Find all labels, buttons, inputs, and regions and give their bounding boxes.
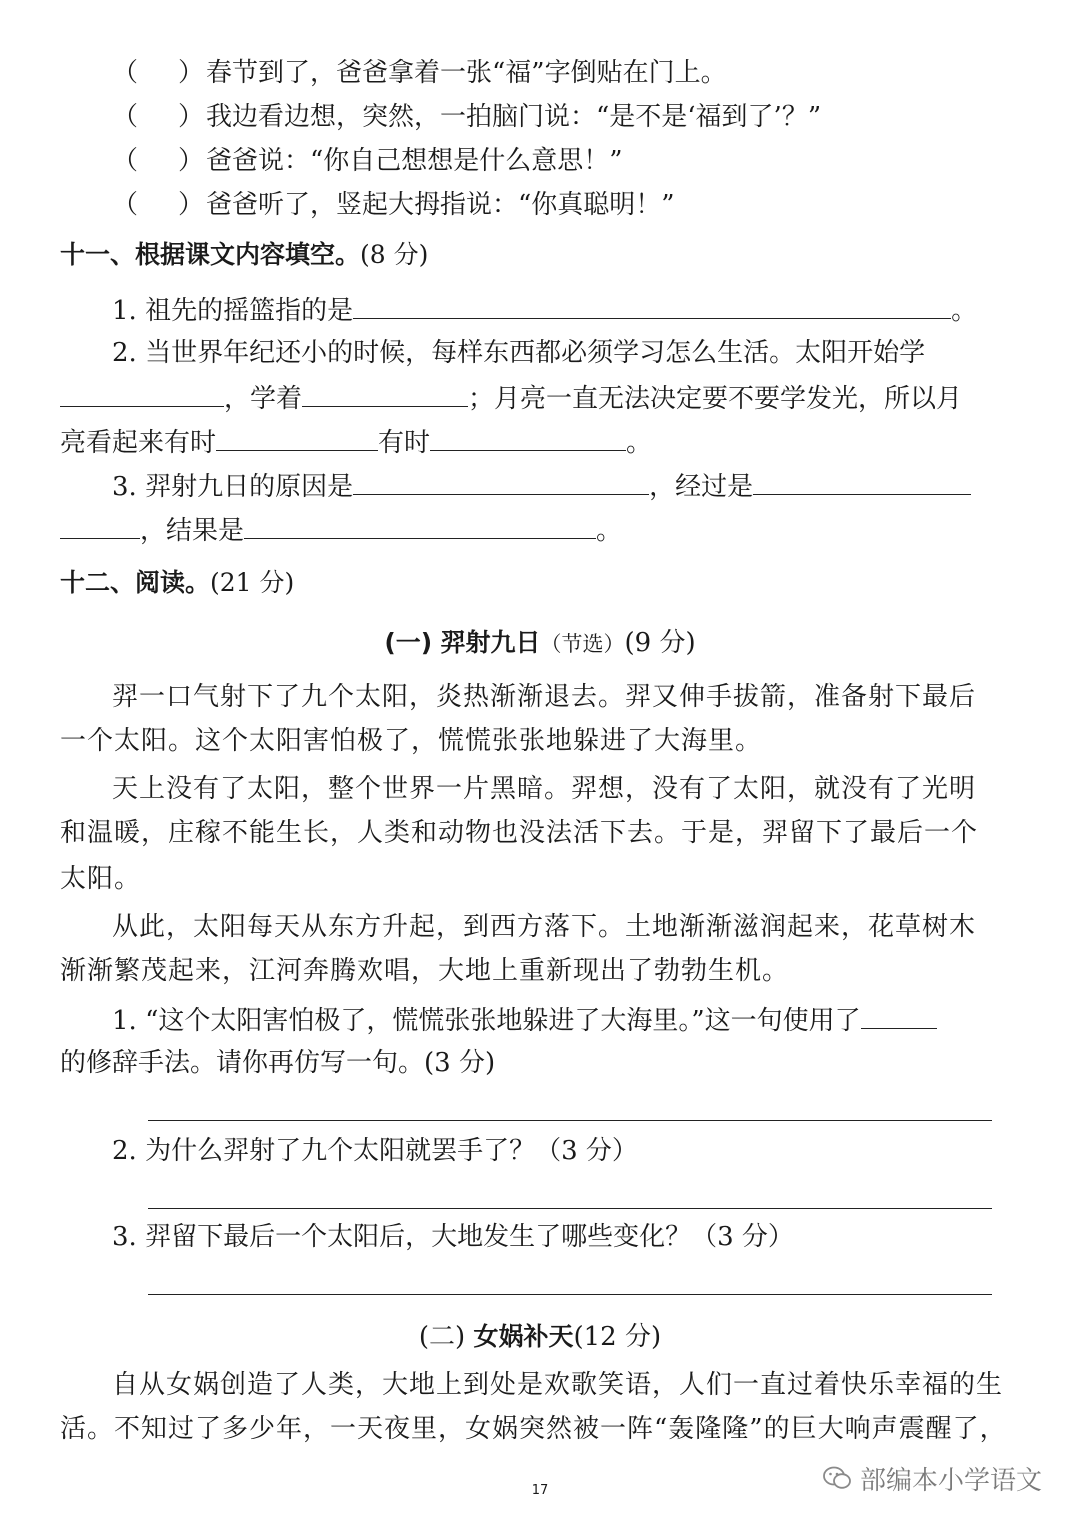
section-12-score: (21 分) <box>210 568 295 597</box>
page-number: 17 <box>531 1483 549 1498</box>
paren-close: ） <box>178 190 205 220</box>
s11-q2-line2-b: ；月亮一直无法决定要不要学发光，所以月 <box>468 384 963 414</box>
section-12-heading: 十二、阅读。 <box>60 568 211 597</box>
order-item-text: 爸爸听了，竖起大拇指说：“你真聪明！” <box>206 190 675 220</box>
passage-1-line: 和温暖，庄稼不能生长，人类和动物也没法活下去。于是，羿留下了最后一个 <box>60 818 979 848</box>
s11-q3-line2-a: ，结果是 <box>140 516 245 546</box>
p1-question-2: 2. 为什么羿射了九个太阳就罢手了？（3 分） <box>112 1136 638 1166</box>
s11-q2-line2-a: ，学着 <box>224 384 303 414</box>
answer-blank[interactable] <box>353 292 951 319</box>
paren-close: ） <box>178 146 205 176</box>
answer-blank[interactable] <box>753 468 971 495</box>
wechat-icon <box>822 1465 852 1491</box>
passage-2-line: 活。不知过了多少年，一天夜里，女娲突然被一阵“轰隆隆”的巨大响声震醒了， <box>60 1414 1007 1444</box>
passage-2-title <box>0 1320 1080 1354</box>
s11-q1-text: 1. 祖先的摇篮指的是 <box>112 296 354 326</box>
answer-blank[interactable] <box>244 512 596 539</box>
p1-q1-text: 1. “这个太阳害怕极了，慌慌张张地躲进了大海里。”这一句使用了 <box>112 1006 861 1036</box>
answer-blank[interactable] <box>861 1002 937 1029</box>
paren-close: ） <box>178 58 205 88</box>
s11-q1-end: 。 <box>951 296 978 326</box>
s11-question-2-line3 <box>60 424 652 460</box>
passage-1-line: 从此，太阳每天从东方升起，到西方落下。土地渐渐滋润起来，花草树木 <box>112 912 977 942</box>
paren-open: （ <box>112 102 139 132</box>
s11-question-3-line2 <box>60 512 622 548</box>
answer-blank[interactable] <box>216 424 378 451</box>
answer-blank[interactable] <box>302 380 468 407</box>
s11-q2-line3-b: 有时 <box>378 428 431 458</box>
s11-q2-line3-end: 。 <box>626 428 653 458</box>
passage-1-line: 一个太阳。这个太阳害怕极了，慌慌张张地躲进了大海里。 <box>60 726 763 756</box>
order-item-text: 春节到了，爸爸拿着一张“福”字倒贴在门上。 <box>206 58 727 88</box>
passage-1-line: 天上没有了太阳，整个世界一片黑暗。羿想，没有了太阳，就没有了光明 <box>112 774 977 804</box>
answer-line[interactable] <box>148 1120 992 1121</box>
passage-1-note: （节选） <box>540 632 625 656</box>
paren-close: ） <box>178 102 205 132</box>
answer-blank[interactable] <box>430 424 626 451</box>
section-11-title <box>60 238 428 272</box>
passage-1-score: (9 分) <box>624 628 696 658</box>
passage-1-line: 渐渐繁茂起来，江河奔腾欢唱，大地上重新现出了勃勃生机。 <box>60 956 790 986</box>
answer-blank[interactable] <box>60 380 224 407</box>
answer-line[interactable] <box>148 1294 992 1295</box>
watermark <box>822 1458 1042 1498</box>
paren-open: （ <box>112 58 139 88</box>
passage-1-line: 羿一口气射下了九个太阳，炎热渐渐退去。羿又伸手拔箭，准备射下最后 <box>112 682 977 712</box>
s11-question-2-line2 <box>60 380 962 416</box>
s11-q3-line1-a: 3. 羿射九日的原因是 <box>112 472 354 502</box>
passage-1-title <box>0 626 1080 661</box>
answer-line[interactable] <box>148 1208 992 1209</box>
paren-open: （ <box>112 190 139 220</box>
passage-2-score: (12 分) <box>573 1322 662 1352</box>
passage-1-line: 太阳。 <box>60 864 142 894</box>
section-11-score: (8 分) <box>360 240 429 269</box>
passage-1-prefix: (一) <box>384 628 433 657</box>
passage-2-name: 女娲补天 <box>473 1322 574 1351</box>
s11-question-1 <box>112 292 977 328</box>
s11-q3-line1-b: ，经过是 <box>649 472 754 502</box>
order-item-text: 爸爸说：“你自己想想是什么意思！” <box>206 146 623 176</box>
answer-blank[interactable] <box>60 512 140 539</box>
p1-question-3: 3. 羿留下最后一个太阳后，大地发生了哪些变化？（3 分） <box>112 1222 794 1252</box>
passage-2-prefix: (二) <box>418 1322 466 1352</box>
paren-open: （ <box>112 146 139 176</box>
watermark-text: 部编本小学语文 <box>860 1465 1043 1496</box>
s11-q3-line2-end: 。 <box>596 516 623 546</box>
section-12-title <box>60 566 294 600</box>
p1-question-1-line2: 的修辞手法。请你再仿写一句。(3 分) <box>60 1048 496 1078</box>
s11-question-2-line1: 2. 当世界年纪还小的时候，每样东西都必须学习怎么生活。太阳开始学 <box>112 338 926 368</box>
p1-question-1-line1 <box>112 1002 937 1038</box>
section-11-heading: 十一、根据课文内容填空。 <box>60 240 361 269</box>
s11-q2-line3-a: 亮看起来有时 <box>60 428 217 458</box>
passage-1-name: 羿射九日 <box>440 628 541 657</box>
s11-question-3-line1 <box>112 468 971 504</box>
passage-2-line: 自从女娲创造了人类，大地上到处是欢歌笑语，人们一直过着快乐幸福的生 <box>112 1370 1004 1400</box>
answer-blank[interactable] <box>353 468 649 495</box>
order-item-text: 我边看边想，突然，一拍脑门说：“是不是‘福到了’？” <box>206 102 822 132</box>
